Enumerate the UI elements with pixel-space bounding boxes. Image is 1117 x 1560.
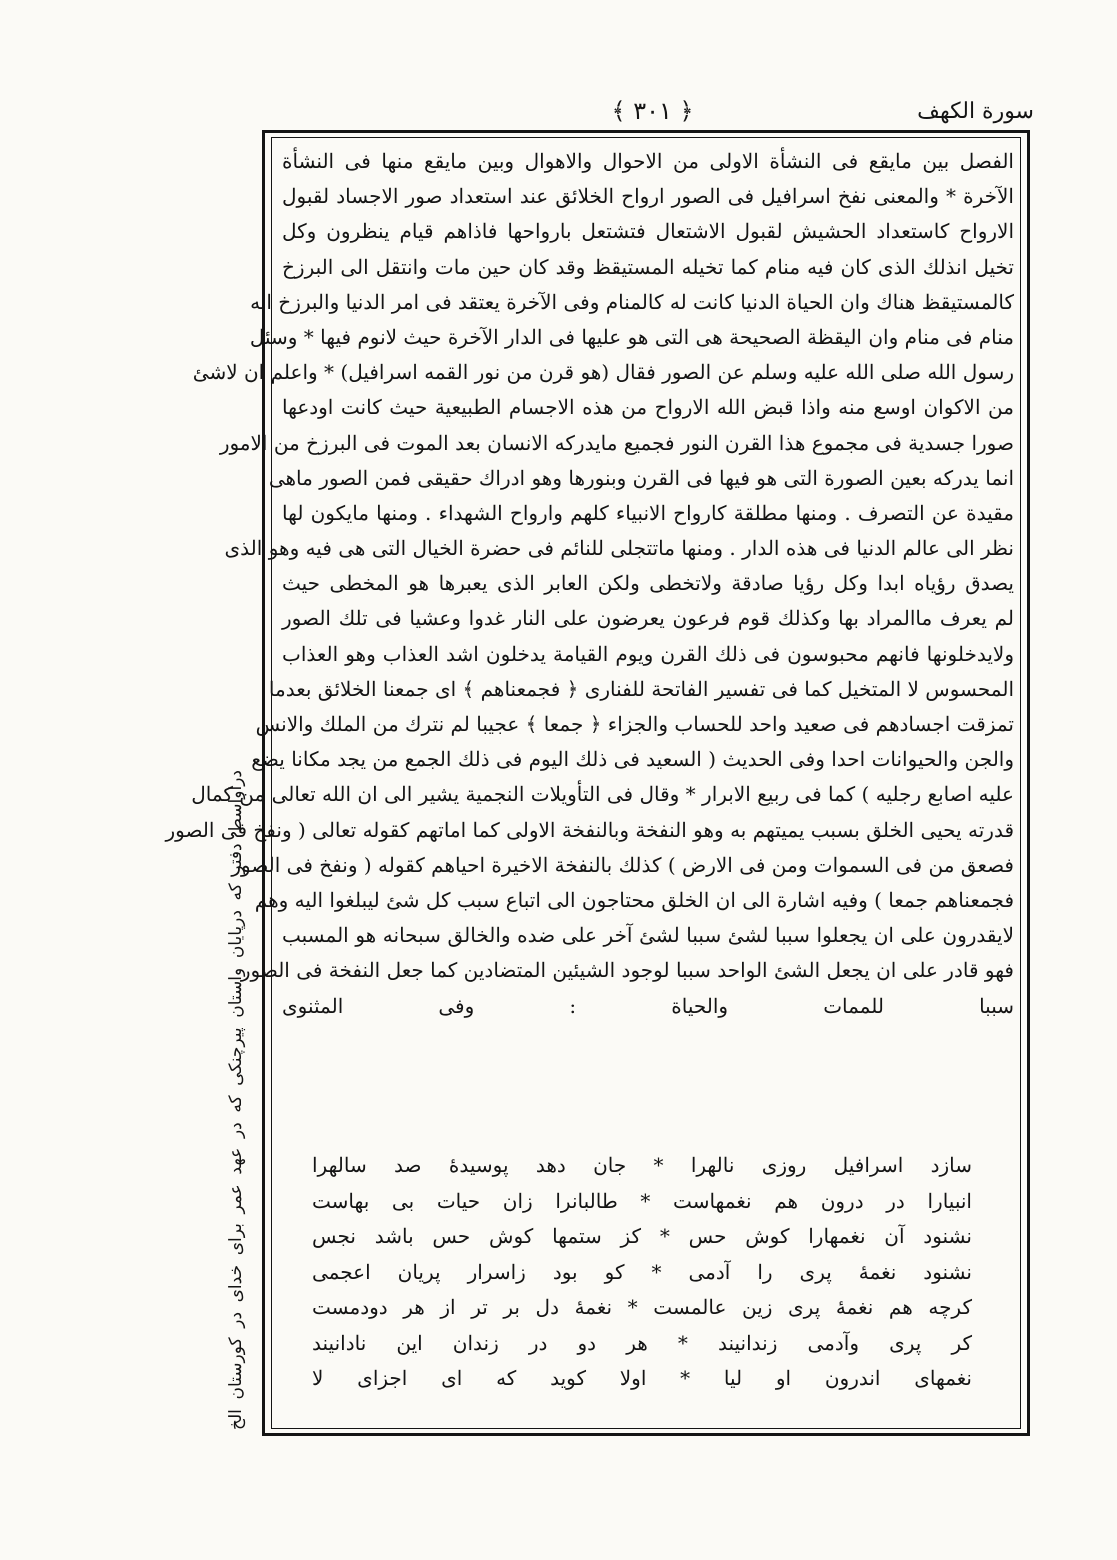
text-line-content: كالمستيقظ هناك وان الحياة الدنيا كانت له كالمنام وفى الآخرة يعتقد فى امر الدنيا والبرزخ انه: [250, 289, 1014, 314]
text-line: [165, 813, 1014, 848]
text-line: [282, 918, 1014, 953]
text-line: [282, 390, 1014, 425]
page-number: ﴿ ٣٠١ ﴾: [611, 97, 694, 125]
text-line: [268, 461, 1014, 496]
text-line: [250, 285, 1014, 320]
text-line: [224, 531, 1014, 566]
text-line-content: ولايدخلونها فانهم محبوسون فى ذلك القرن ويوم القيامة يدخلون اشد العذاب وهو العذاب: [282, 641, 1014, 666]
text-line-content: لايقدرون على ان يجعلوا سببا لشئ سببا لشئ آخر على ضده والخالق سبحانه هو المسبب: [282, 923, 1015, 948]
surah-name: سورة الكهف: [917, 98, 1034, 124]
text-line-content: منام فى منام وان اليقظة الصحيحة هى التى هو عليها فى الدار الآخرة حيث لانوم فيها * وسئل: [249, 324, 1014, 349]
text-line: [268, 672, 1014, 707]
text-line: [282, 989, 1014, 1024]
text-line: [282, 214, 1014, 249]
text-line: [192, 355, 1014, 390]
text-line-content: عليه اصابع رجليه ) كما فى ربيع الابرار * وقال فى التأويلات النجمية يشير الى ان الله تعالى من كمال: [191, 782, 1014, 807]
verse-line: نغمهاى اندرون او ليا * اولا كويد كه اى اجزاى لا: [312, 1366, 972, 1390]
text-line: [254, 883, 1014, 918]
text-line-content: تخيل انذلك الذى كان فيه منام كما تخيله المستيقظ وقد كان حين مات وانتقل الى البرزخ: [282, 254, 1014, 279]
verse-line: نشنود آن نغمهارا كوش حس * كز ستمها كوش حس باشد نجس: [312, 1224, 972, 1248]
text-line-content: نظر الى عالم الدنيا فى هذه الدار . ومنها ماتتجلى للنائم فى حضرة الخيال التى هى فيه وهو الذى: [224, 536, 1014, 561]
text-line: [282, 637, 1014, 672]
text-line-content: فهو قادر على ان يجعل الشئ الواحد سببا لوجود الشيئين المتضادين كما جعل النفخة فى الصور: [240, 958, 1014, 983]
verse-line: انبيارا در درون هم نغمهاست * طالبانرا زان حيات بى بهاست: [312, 1188, 972, 1213]
text-line: [282, 566, 1014, 601]
text-line-content: قدرته يحيى الخلق بسبب يميتهم به وهو النفخة وبالنفخة الاولى كما اماتهم كقوله تعالى ( ونفخ فى الصور: [165, 817, 1014, 842]
verse-line: نشنود نغمهٔ پرى را آدمى * كو بود زاسرار پريان اعجمى: [312, 1259, 972, 1284]
text-line: [191, 777, 1014, 812]
text-line: [251, 742, 1014, 777]
text-line-content: لم يعرف ماالمراد بها وكذلك قوم فرعون يعرضون على النار غدوا وعشيا فى تلك الصور: [282, 606, 1014, 631]
text-line-content: الفصل بين مايقع فى النشأة الاولى من الاحوال والاهوال وبين مايقع منها فى النشأة: [282, 149, 1014, 173]
text-line-content: من الاكوان اوسع منه واذا قبض الله الارواح من هذه الاجسام الطبيعية حيث كانت اودعها: [282, 395, 1014, 420]
text-line: [282, 144, 1014, 179]
text-line-content: فصعق من فى السموات ومن فى الارض ) كذلك بالنفخة الاخيرة احياهم كقوله ( ونفخ فى الصور: [231, 852, 1014, 877]
text-line-content: صورا جسدية فى مجموع هذا القرن النور فجميع مايدركه الانسان بعد الموت فى البرزخ من الامور: [219, 430, 1014, 455]
verse-line: سازد اسرافيل روزى نالهرا * جان دهد پوسيدهٔ صد سالهرا: [312, 1153, 972, 1177]
text-line-content: والجن والحيوانات احدا وفى الحديث ( السعيد فى ذلك اليوم فى ذلك الجمع من يجد مكانا يضع: [251, 747, 1014, 772]
verse-line: كرچه هم نغمهٔ پرى زين عالمست * نغمهٔ دل بر تر از هر دودمست: [312, 1295, 972, 1319]
text-line: [219, 426, 1014, 461]
text-line: [282, 496, 1014, 531]
text-line-content: تمزقت اجسادهم فى صعيد واحد للحساب والجزاء ﴿ جمعا ﴾ عجيبا لم نترك من الملك والانس: [255, 712, 1014, 736]
text-line-content: رسول الله صلى الله عليه وسلم عن الصور فقال (هو قرن من نور القمه اسرافيل) * واعلم ان لاشئ: [192, 360, 1014, 385]
text-line: [249, 320, 1014, 355]
text-line-content: فجمعناهم جمعا ) وفيه اشارة الى ان الخلق محتاجون الى اتباع سبب كل شئ ليبلغوا اليه وهم: [254, 887, 1014, 912]
text-line-content: الارواح كاستعداد الحشيش لقبول الاشتعال فتشتعل بارواحها فاذاهم قيام ينظرون وكل: [282, 219, 1014, 244]
verse-line: كر پرى وآدمى زندانيند * هر دو در زندان اين نادانيند: [312, 1330, 972, 1355]
margin-note-text: دراواسط دفتر كه درپايان واستان پيرچنكى كه در عهد عمر براى خداى در كورستان الخ: [226, 770, 246, 1430]
text-line-content: المحسوس لا المتخيل كما فى تفسير الفاتحة للفنارى ﴿ فجمعناهم ﴾ اى جمعنا الخلائق بعدما: [268, 676, 1014, 701]
text-line-content: انما يدركه بعين الصورة التى هو فيها فى القرن وبنورها وهو ادراك حقيقى فمن الصور ماهى: [268, 465, 1014, 490]
text-line-content: الآخرة * والمعنى نفخ اسرافيل فى الصور ارواح الخلائق عند استعداد صور الاجساد لقبول: [282, 184, 1014, 209]
text-line-content: سببا للممات والحياة : وفى المثنوى: [282, 993, 1014, 1018]
text-line: [282, 601, 1014, 636]
text-line: [240, 953, 1014, 988]
text-line: [255, 707, 1014, 742]
text-line-content: مقيدة عن التصرف . ومنها مطلقة كارواح الانبياء كلهم وارواح الشهداء . ومنها مايكون لها: [282, 500, 1014, 525]
main-text-block: [165, 144, 1015, 1024]
text-line: [282, 179, 1014, 214]
page-header: [268, 92, 1034, 130]
text-line: [282, 250, 1014, 285]
verse-block: [312, 1148, 972, 1397]
text-line: [231, 848, 1014, 883]
text-line-content: يصدق رؤياه ابدا وكل رؤيا صادقة ولاتخطى ولكن العابر الذى يعبرها هو المخطى حيث: [282, 571, 1015, 596]
